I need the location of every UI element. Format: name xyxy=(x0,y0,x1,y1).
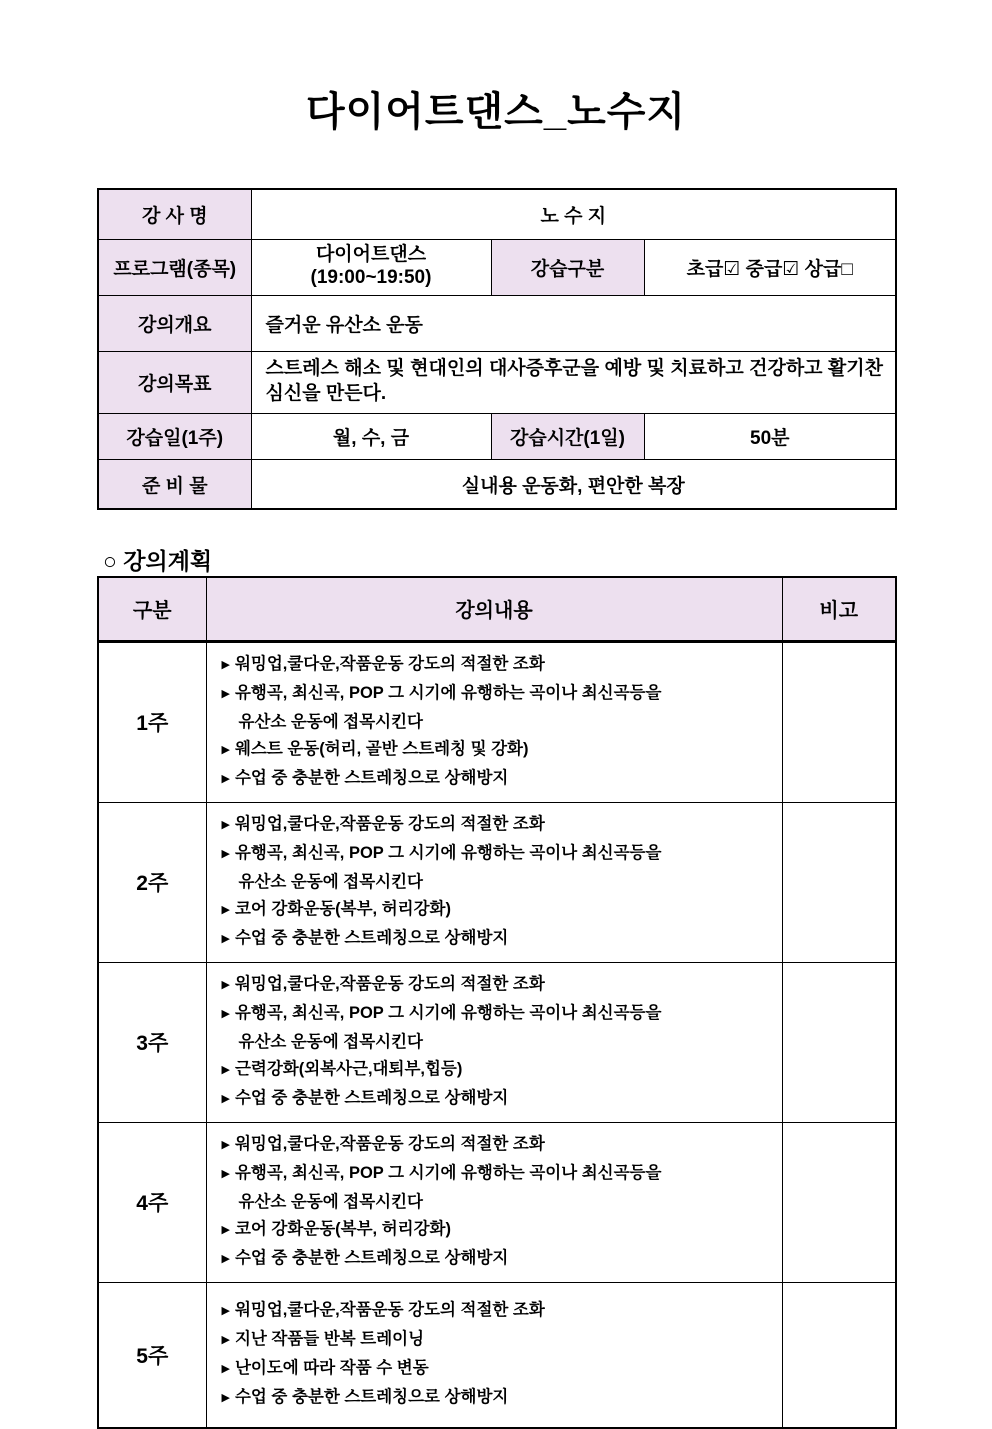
plan-week-row xyxy=(98,641,896,802)
program-label: 프로그램(종목) xyxy=(98,239,251,295)
objective-row xyxy=(98,351,896,413)
content-line: ▶ 코어 강화운동(복부, 허리강화) xyxy=(222,1216,772,1245)
plan-header-content: 강의내용 xyxy=(206,577,782,641)
program-time: (19:00~19:50) xyxy=(310,267,432,288)
content-line: ▶ 워밍업,쿨다운,작품운동 강도의 적절한 조화 xyxy=(222,971,772,1000)
content-line: ▶ 워밍업,쿨다운,작품운동 강도의 적절한 조화 xyxy=(222,1297,772,1326)
triangle-bullet-icon: ▶ xyxy=(221,1333,230,1346)
content-line: ▶ 유행곡, 최신곡, POP 그 시기에 유행하는 곡이나 최신곡등을 xyxy=(222,1000,772,1029)
content-line: ▶ 유행곡, 최신곡, POP 그 시기에 유행하는 곡이나 최신곡등을 xyxy=(222,840,772,869)
triangle-bullet-icon: ▶ xyxy=(221,847,230,860)
triangle-bullet-icon: ▶ xyxy=(221,687,230,700)
content-line-continuation: 유산소 운동에 접목시킨다 xyxy=(238,712,423,731)
week-content xyxy=(206,1122,782,1282)
triangle-bullet-icon: ▶ xyxy=(221,1007,230,1020)
lesson-plan-table xyxy=(97,576,897,1429)
triangle-bullet-icon: ▶ xyxy=(221,1362,230,1375)
week-note xyxy=(782,1282,896,1428)
week-label: 5주 xyxy=(98,1282,206,1428)
triangle-bullet-icon: ▶ xyxy=(221,1092,230,1105)
overview-label: 강의개요 xyxy=(98,295,251,351)
content-line-continuation: 유산소 운동에 접목시킨다 xyxy=(238,1192,423,1211)
content-line: ▶ 수업 중 충분한 스트레칭으로 상해방지 xyxy=(222,925,772,954)
week-note xyxy=(782,802,896,962)
week-content xyxy=(206,962,782,1122)
plan-week-row xyxy=(98,802,896,962)
content-line: ▶ 수업 중 충분한 스트레칭으로 상해방지 xyxy=(222,765,772,794)
week-label: 3주 xyxy=(98,962,206,1122)
section-heading: ○ 강의계획 xyxy=(103,548,213,574)
week-label: 2주 xyxy=(98,802,206,962)
plan-week-row xyxy=(98,1282,896,1428)
supplies-row xyxy=(98,459,896,509)
week-content xyxy=(206,641,782,802)
course-info-table xyxy=(97,188,897,510)
plan-header-row xyxy=(98,577,896,641)
plan-header-week: 구분 xyxy=(98,577,206,641)
content-line: ▶ 워밍업,쿨다운,작품운동 강도의 적절한 조화 xyxy=(222,1131,772,1160)
days-value: 월, 수, 금 xyxy=(251,413,491,459)
content-line: ▶ 수업 중 충분한 스트레칭으로 상해방지 xyxy=(222,1384,772,1413)
page-title: 다이어트댄스_노수지 xyxy=(305,90,686,134)
plan-week-row xyxy=(98,962,896,1122)
content-line: ▶ 수업 중 충분한 스트레칭으로 상해방지 xyxy=(222,1085,772,1114)
content-line: ▶ 워밍업,쿨다운,작품운동 강도의 적절한 조화 xyxy=(222,811,772,840)
week-note xyxy=(782,1122,896,1282)
overview-row xyxy=(98,295,896,351)
plan-week-row xyxy=(98,1122,896,1282)
triangle-bullet-icon: ▶ xyxy=(221,658,230,671)
objective-value: 스트레스 해소 및 현대인의 대사증후군을 예방 및 치료하고 건강하고 활기찬 심신을 만든다. xyxy=(251,351,896,413)
triangle-bullet-icon: ▶ xyxy=(221,978,230,991)
week-note xyxy=(782,641,896,802)
instructor-label: 강 사 명 xyxy=(98,189,251,239)
triangle-bullet-icon: ▶ xyxy=(221,1223,230,1236)
triangle-bullet-icon: ▶ xyxy=(221,772,230,785)
supplies-value: 실내용 운동화, 편안한 복장 xyxy=(251,459,896,509)
level-checkboxes: 초급☑ 중급☑ 상급□ xyxy=(644,239,896,295)
instructor-value: 노 수 지 xyxy=(251,189,896,239)
week-label: 1주 xyxy=(98,641,206,802)
overview-value: 즐거운 유산소 운동 xyxy=(251,295,896,351)
level-label: 강습구분 xyxy=(491,239,644,295)
content-line: ▶ 유행곡, 최신곡, POP 그 시기에 유행하는 곡이나 최신곡등을 xyxy=(222,1160,772,1189)
content-line: ▶ 근력강화(외복사근,대퇴부,힙등) xyxy=(222,1056,772,1085)
triangle-bullet-icon: ▶ xyxy=(221,903,230,916)
days-label: 강습일(1주) xyxy=(98,413,251,459)
content-line: ▶ 지난 작품들 반복 트레이닝 xyxy=(222,1326,772,1355)
time-value: 50분 xyxy=(644,413,896,459)
program-name: 다이어트댄스 xyxy=(315,244,427,266)
week-label: 4주 xyxy=(98,1122,206,1282)
content-line: ▶ 워밍업,쿨다운,작품운동 강도의 적절한 조화 xyxy=(222,651,772,680)
schedule-row xyxy=(98,413,896,459)
week-note xyxy=(782,962,896,1122)
week-content xyxy=(206,1282,782,1428)
triangle-bullet-icon: ▶ xyxy=(221,1167,230,1180)
supplies-label: 준 비 물 xyxy=(98,459,251,509)
content-line-continuation: 유산소 운동에 접목시킨다 xyxy=(238,872,423,891)
instructor-row xyxy=(98,189,896,239)
content-line: ▶ 유행곡, 최신곡, POP 그 시기에 유행하는 곡이나 최신곡등을 xyxy=(222,680,772,709)
triangle-bullet-icon: ▶ xyxy=(221,1391,230,1404)
program-row xyxy=(98,239,896,295)
objective-label: 강의목표 xyxy=(98,351,251,413)
content-line: ▶ 난이도에 따라 작품 수 변동 xyxy=(222,1355,772,1384)
plan-table-body xyxy=(98,641,896,1428)
time-label: 강습시간(1일) xyxy=(491,413,644,459)
content-line-continuation: 유산소 운동에 접목시킨다 xyxy=(238,1032,423,1051)
triangle-bullet-icon: ▶ xyxy=(221,743,230,756)
triangle-bullet-icon: ▶ xyxy=(221,818,230,831)
plan-header-note: 비고 xyxy=(782,577,896,641)
triangle-bullet-icon: ▶ xyxy=(221,1304,230,1317)
triangle-bullet-icon: ▶ xyxy=(221,1063,230,1076)
program-value xyxy=(251,239,491,295)
week-content xyxy=(206,802,782,962)
content-line: ▶ 코어 강화운동(복부, 허리강화) xyxy=(222,896,772,925)
content-line: ▶ 웨스트 운동(허리, 골반 스트레칭 및 강화) xyxy=(222,736,772,765)
triangle-bullet-icon: ▶ xyxy=(221,1252,230,1265)
content-line: ▶ 수업 중 충분한 스트레칭으로 상해방지 xyxy=(222,1245,772,1274)
triangle-bullet-icon: ▶ xyxy=(221,1138,230,1151)
triangle-bullet-icon: ▶ xyxy=(221,932,230,945)
